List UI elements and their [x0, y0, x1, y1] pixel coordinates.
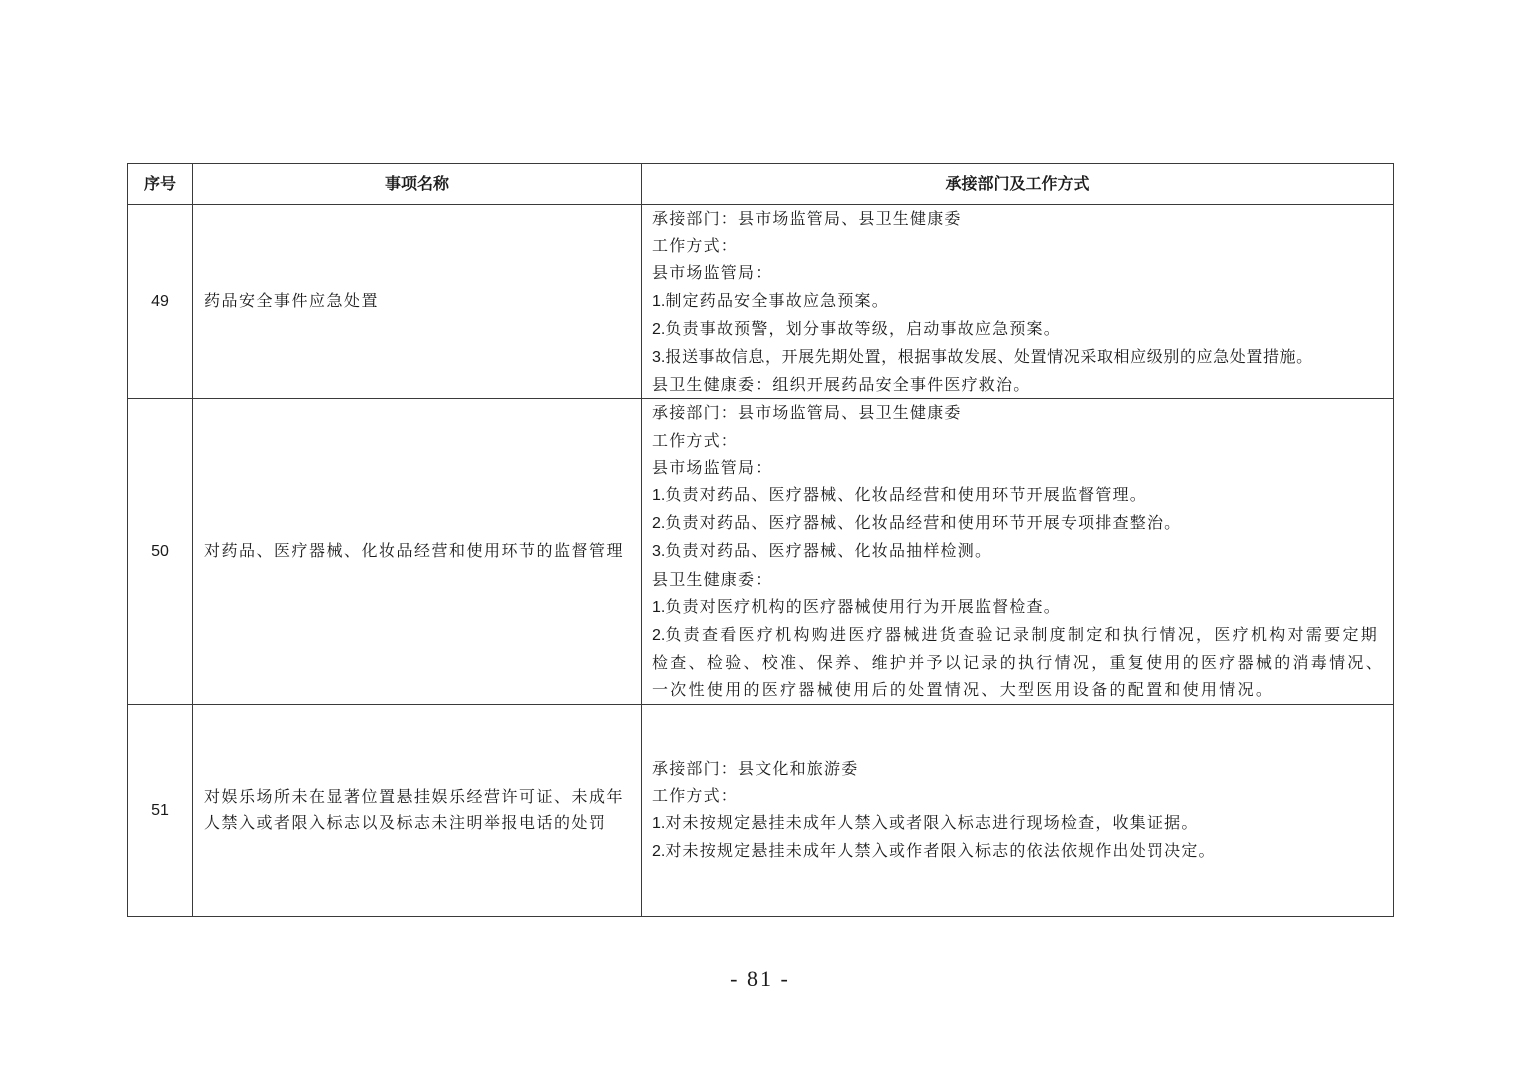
detail-line: 县市场监管局：	[652, 457, 773, 477]
detail-line: 承接部门：县文化和旅游委	[652, 758, 859, 778]
row-serial-number: 51	[128, 704, 193, 916]
detail-line: 县卫生健康委：	[652, 569, 773, 589]
row-detail	[642, 205, 1394, 399]
detail-line: 工作方式：	[652, 785, 739, 805]
detail-line: 1.对未按规定悬挂未成年人禁入或者限入标志进行现场检查，收集证据。	[652, 813, 1199, 833]
table-header-row	[128, 164, 1394, 205]
detail-line: 3.报送事故信息，开展先期处置，根据事故发展、处置情况采取相应级别的应急处置措施。	[652, 347, 1313, 367]
detail-line: 1.负责对医疗机构的医疗器械使用行为开展监督检查。	[652, 596, 1061, 616]
page-number: - 81 -	[730, 966, 790, 991]
header-serial-number: 序号	[128, 164, 193, 205]
row-serial-number: 49	[128, 205, 193, 399]
detail-line: 承接部门：县市场监管局、县卫生健康委	[652, 403, 962, 423]
detail-line: 2.负责对药品、医疗器械、化妆品经营和使用环节开展专项排查整治。	[652, 513, 1182, 533]
detail-line: 2.负责查看医疗机构购进医疗器械进货查验记录制度制定和执行情况，医疗机构对需要定期检查、检验、校准、保养、维护并予以记录的执行情况，重复使用的医疗器械的消毒情况、一次性使用的医疗器械使用后的处置情况、大型医用设备的配置和使用情况。	[652, 625, 1385, 700]
table-row	[128, 205, 1394, 399]
detail-line: 工作方式：	[652, 430, 739, 450]
header-item-name: 事项名称	[193, 164, 642, 205]
table-row	[128, 704, 1394, 916]
row-serial-number: 50	[128, 399, 193, 704]
header-department-method: 承接部门及工作方式	[642, 164, 1394, 205]
row-item-name: 药品安全事件应急处置	[193, 205, 642, 399]
detail-line: 承接部门：县市场监管局、县卫生健康委	[652, 209, 962, 228]
row-item-name: 对娱乐场所未在显著位置悬挂娱乐经营许可证、未成年人禁入或者限入标志以及标志未注明举报电话的处罚	[193, 704, 642, 916]
row-item-name: 对药品、医疗器械、化妆品经营和使用环节的监督管理	[193, 399, 642, 704]
detail-line: 县卫生健康委：组织开展药品安全事件医疗救治。	[652, 375, 1031, 395]
items-table	[127, 163, 1394, 917]
detail-line: 县市场监管局：	[652, 263, 773, 283]
detail-line: 3.负责对药品、医疗器械、化妆品抽样检测。	[652, 541, 993, 561]
row-detail	[642, 399, 1394, 704]
detail-line: 1.负责对药品、医疗器械、化妆品经营和使用环节开展监督管理。	[652, 485, 1147, 505]
detail-line: 2.负责事故预警，划分事故等级，启动事故应急预案。	[652, 318, 1061, 338]
detail-line: 1.制定药品安全事故应急预案。	[652, 290, 889, 310]
table-body	[128, 205, 1394, 917]
table-row	[128, 399, 1394, 704]
detail-line: 工作方式：	[652, 236, 739, 256]
detail-line: 2.对未按规定悬挂未成年人禁入或作者限入标志的依法依规作出处罚决定。	[652, 841, 1216, 861]
row-detail	[642, 704, 1394, 916]
